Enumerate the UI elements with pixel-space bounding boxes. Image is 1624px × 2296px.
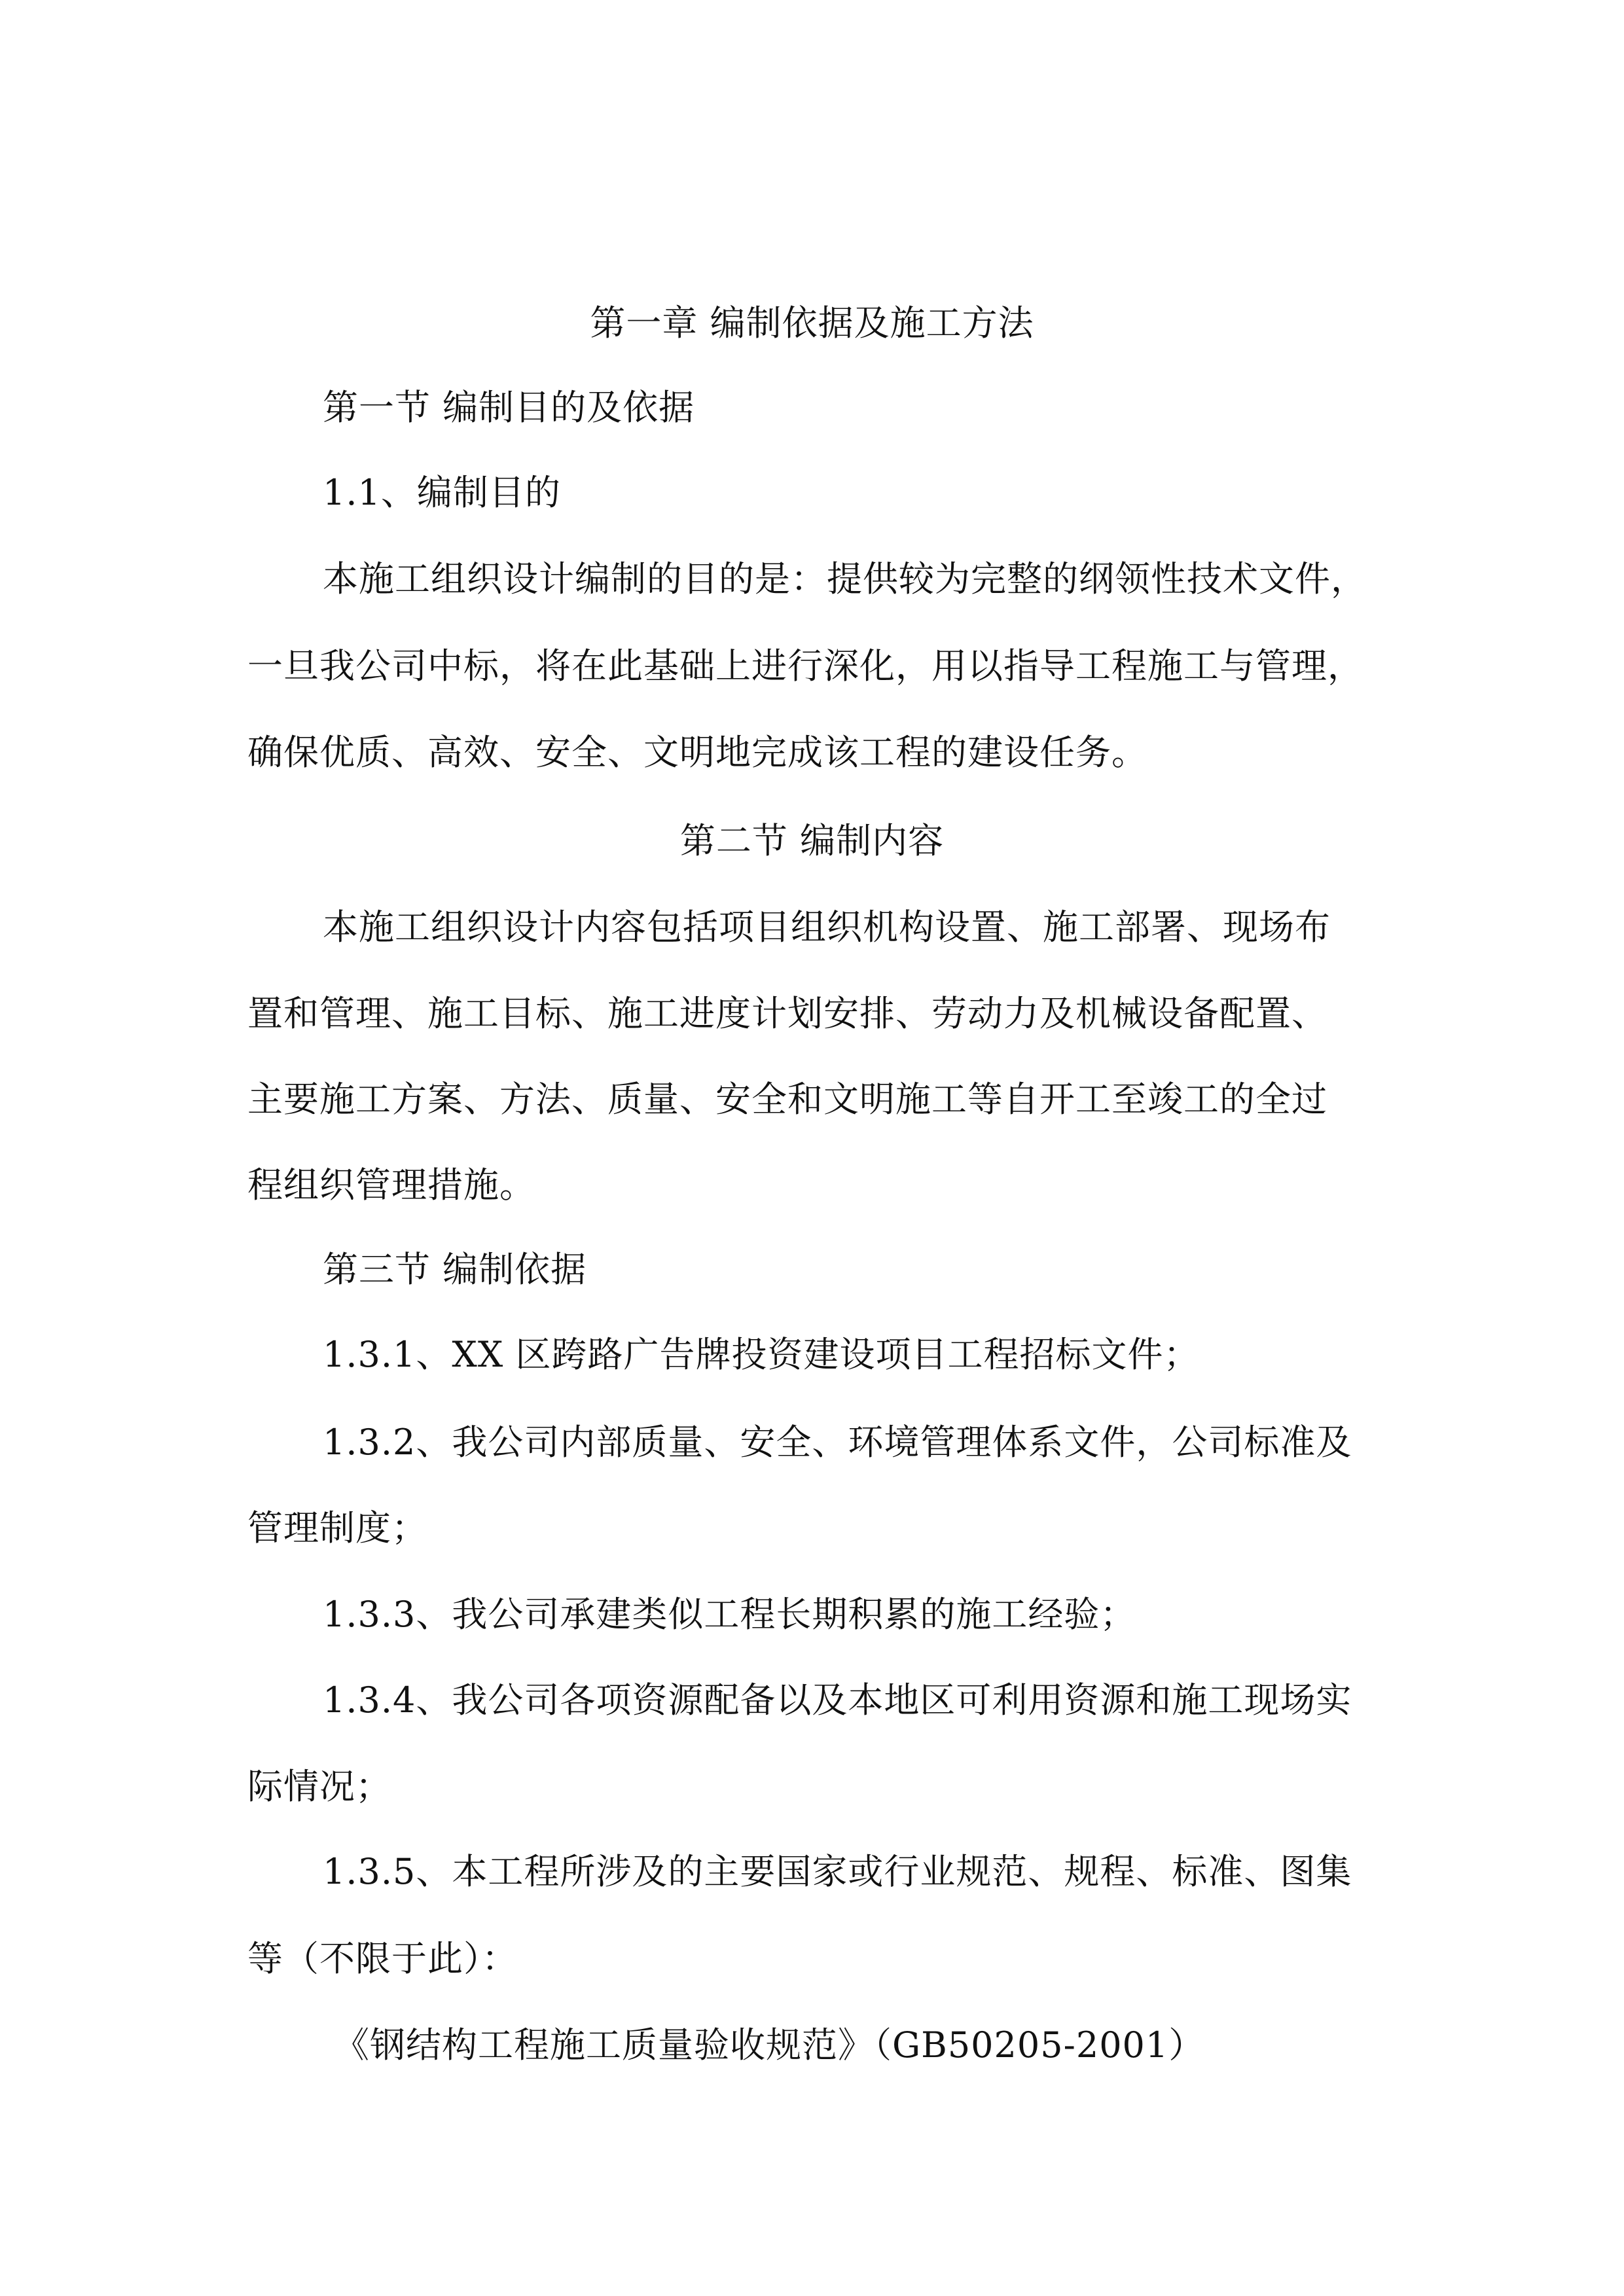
basis-item-2: 1.3.2、我公司内部质量、安全、环境管理体系文件，公司标准及 <box>323 1422 1352 1463</box>
section3-heading: 第三节 编制依据 <box>323 1249 587 1290</box>
basis-item-2-continued: 管理制度； <box>247 1507 427 1549</box>
section1-sub-heading: 1.1、编制目的 <box>323 472 561 513</box>
section1-paragraph-line: 确保优质、高效、安全、文明地完成该工程的建设任务。 <box>247 732 1147 773</box>
basis-item-4-continued: 际情况； <box>247 1766 391 1807</box>
basis-item-5-continued: 等（不限于此）： <box>247 1938 518 1979</box>
section1-paragraph-line: 一旦我公司中标，将在此基础上进行深化，用以指导工程施工与管理， <box>247 645 1363 687</box>
basis-item-5: 1.3.5、本工程所涉及的主要国家或行业规范、规程、标准、图集 <box>323 1851 1352 1892</box>
basis-item-4: 1.3.4、我公司各项资源配备以及本地区可利用资源和施工现场实 <box>323 1679 1352 1721</box>
chapter-title: 第一章 编制依据及施工方法 <box>590 302 1034 344</box>
section1-paragraph-line: 本施工组织设计编制的目的是：提供较为完整的纲领性技术文件， <box>323 558 1367 600</box>
section2-paragraph-line: 置和管理、施工目标、施工进度计划安排、劳动力及机械设备配置、 <box>247 993 1327 1034</box>
basis-item-3: 1.3.3、我公司承建类似工程长期积累的施工经验； <box>323 1594 1136 1635</box>
section2-heading: 第二节 编制内容 <box>679 820 945 861</box>
section2-paragraph-line: 本施工组织设计内容包括项目组织机构设置、施工部署、现场布 <box>323 906 1331 948</box>
section2-paragraph-line: 程组织管理措施。 <box>247 1164 535 1206</box>
section2-paragraph-line: 主要施工方案、方法、质量、安全和文明施工等自开工至竣工的全过 <box>247 1079 1327 1120</box>
standard-reference: 《钢结构工程施工质量验收规范》（GB50205-2001） <box>334 2024 1205 2066</box>
section1-heading: 第一节 编制目的及依据 <box>323 387 695 428</box>
basis-item-1: 1.3.1、XX 区跨路广告牌投资建设项目工程招标文件； <box>323 1334 1200 1375</box>
